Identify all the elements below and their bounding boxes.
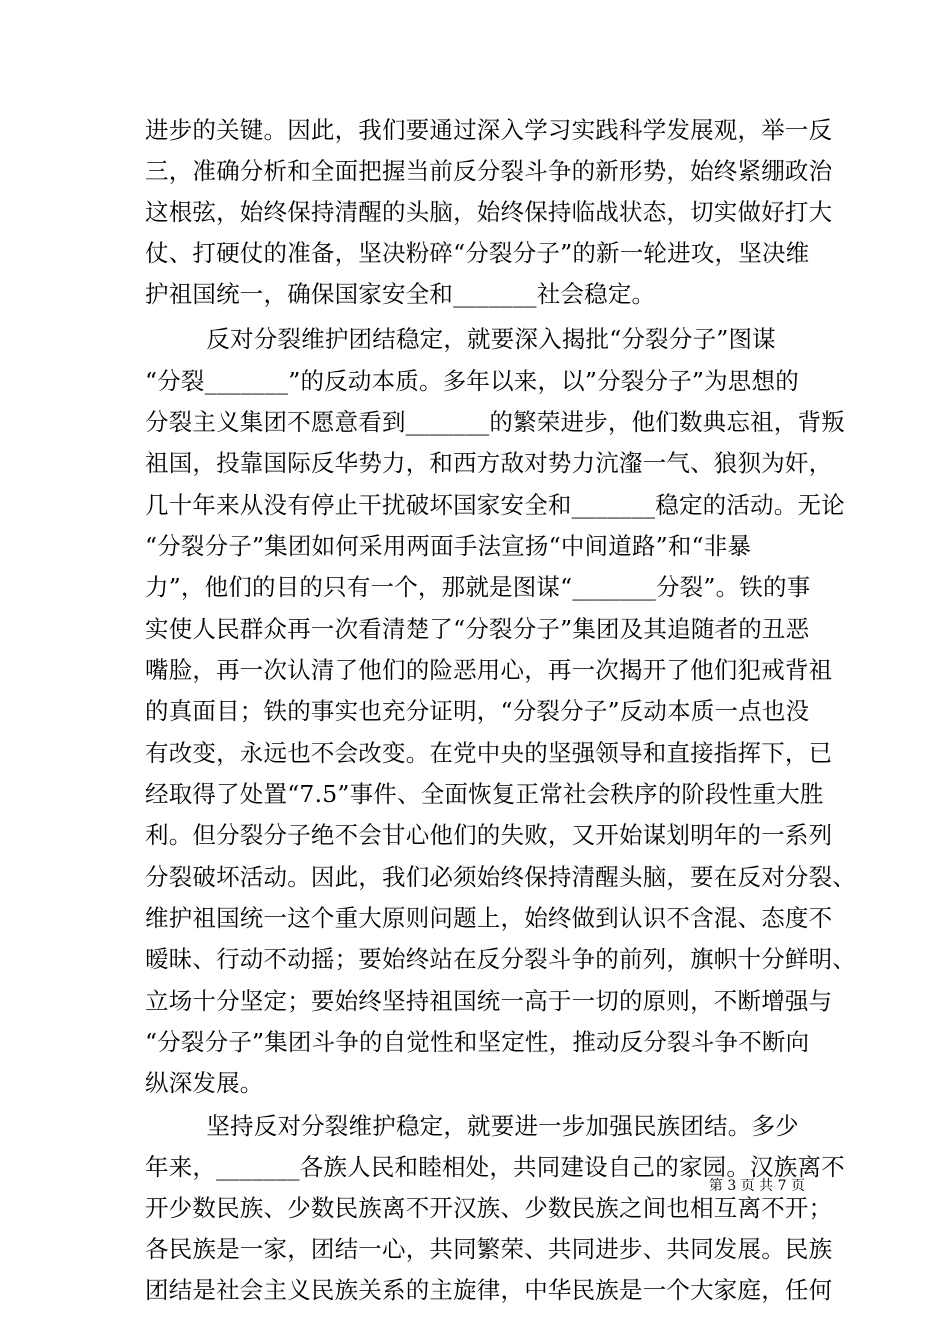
text-line: 开少数民族、少数民族离不开汉族、少数民族之间也相互离不开；	[145, 1194, 833, 1222]
text-line: 纵深发展。	[145, 1069, 264, 1097]
text-line: 利。但分裂分子绝不会甘心他们的失败，又开始谋划明年的一系列	[145, 821, 833, 849]
text-line: “分裂分子”集团斗争的自觉性和坚定性，推动反分裂斗争不断向	[145, 1028, 810, 1056]
text-line: “分裂分子”集团如何采用两面手法宣扬“中间道路”和“非暴	[145, 532, 752, 560]
text-line: 经取得了处置“7.5”事件、全面恢复正常社会秩序的阶段性重大胜	[145, 780, 824, 808]
text-line: 护祖国统一，确保国家安全和_______社会稳定。	[145, 280, 656, 308]
text-line: 立场十分坚定；要始终坚持祖国统一高于一切的原则，不断增强与	[145, 987, 833, 1015]
text-line: 嘴脸，再一次认清了他们的险恶用心，再一次揭开了他们犯戒背祖	[145, 656, 833, 684]
text-line: 分裂主义集团不愿意看到_______的繁荣进步，他们数典忘祖，背叛	[145, 408, 845, 436]
text-line: 年来，_______各族人民和睦相处，共同建设自己的家园。汉族离不	[145, 1153, 845, 1181]
text-line: 团结是社会主义民族关系的主旋律，中华民族是一个大家庭，任何	[145, 1276, 833, 1304]
text-line: “分裂_______”的反动本质。多年以来，以”分裂分子”为思想的	[145, 367, 799, 395]
text-line: 维护祖国统一这个重大原则问题上，始终做到认识不含混、态度不	[145, 904, 833, 932]
text-line: 力”，他们的目的只有一个，那就是图谋“_______分裂”。铁的事	[145, 573, 811, 601]
text-line: 几十年来从没有停止干扰破坏国家安全和_______稳定的活动。无论	[145, 491, 845, 519]
paragraph-start-line: 反对分裂维护团结稳定，就要深入揭批“分裂分子”图谋	[145, 325, 776, 353]
text-line: 进步的关键。因此，我们要通过深入学习实践科学发展观，举一反	[145, 116, 833, 144]
text-line: 有改变，永远也不会改变。在党中央的坚强领导和直接指挥下，已	[145, 739, 833, 767]
text-line: 的真面目；铁的事实也充分证明，“分裂分子”反动本质一点也没	[145, 697, 810, 725]
page-number: 第 3 页 共 7 页	[708, 1178, 805, 1194]
text-line: 仗、打硬仗的准备，坚决粉碎“分裂分子”的新一轮进攻，坚决维	[145, 239, 810, 267]
text-line: 暧昧、行动不动摇；要始终站在反分裂斗争的前列，旗帜十分鲜明、	[145, 945, 856, 973]
text-line: 这根弦，始终保持清醒的头脑，始终保持临战状态，切实做好打大	[145, 198, 833, 226]
text-line: 分裂破坏活动。因此，我们必须始终保持清醒头脑，要在反对分裂、	[145, 863, 856, 891]
text-line: 各民族是一家，团结一心，共同繁荣、共同进步、共同发展。民族	[145, 1235, 833, 1263]
text-line: 实使人民群众再一次看清楚了“分裂分子”集团及其追随者的丑恶	[145, 615, 810, 643]
text-line: 祖国，投靠国际反华势力，和西方敌对势力沆瀣一气、狼狈为奸，	[145, 449, 833, 477]
paragraph-start-line: 坚持反对分裂维护稳定，就要进一步加强民族团结。多少	[145, 1112, 799, 1140]
text-line: 三，准确分析和全面把握当前反分裂斗争的新形势，始终紧绷政治	[145, 157, 833, 185]
